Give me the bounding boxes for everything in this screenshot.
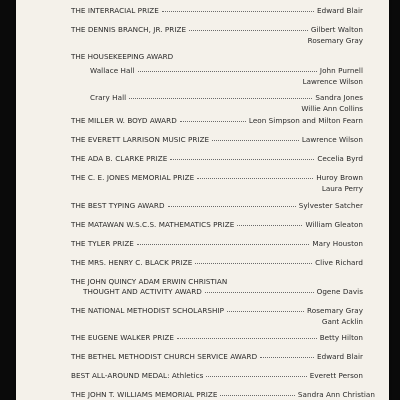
award-recipient: Lawrence Wilson: [301, 135, 363, 144]
award-name: THE JOHN T. WILLIAMS MEMORIAL PRIZE: [71, 390, 218, 399]
dot-leader: [195, 263, 312, 264]
dot-leader: [170, 159, 314, 160]
award-recipient: Edward Blair: [317, 352, 363, 361]
hall-name: Crary Hall: [90, 93, 127, 102]
award-heading: THE HOUSEKEEPING AWARD: [71, 52, 174, 61]
award-entry: [90, 67, 363, 75]
award-entry: [71, 26, 363, 34]
award-recipient-secondary: Gant Acklin: [321, 317, 363, 326]
award-heading: THE JOHN QUINCY ADAM ERWIN CHRISTIAN: [71, 277, 228, 286]
award-name: THOUGHT AND ACTIVITY AWARD: [83, 287, 202, 296]
award-entry: [71, 334, 363, 342]
award-entry: [83, 288, 363, 296]
award-recipient: Rosemary Gray: [307, 306, 363, 315]
award-name: THE C. E. JONES MEMORIAL PRIZE: [71, 173, 195, 182]
award-name: THE MATAWAN W.S.C.S. MATHEMATICS PRIZE: [71, 220, 235, 229]
award-recipient: John Purnell: [319, 66, 363, 75]
award-name: THE TYLER PRIZE: [71, 239, 134, 248]
award-recipient-secondary: Lawrence Wilson: [302, 77, 363, 86]
award-recipient: Sylvester Satcher: [298, 201, 363, 210]
award-recipient: William Gleaton: [305, 220, 363, 229]
award-recipient: Edward Blair: [317, 6, 363, 15]
award-recipient-secondary: Laura Perry: [321, 184, 363, 193]
program-page: [16, 0, 389, 400]
award-name: THE INTERRACIAL PRIZE: [71, 6, 159, 15]
award-name: THE EVERETT LARRISON MUSIC PRIZE: [71, 135, 210, 144]
dot-leader: [168, 206, 296, 207]
award-name: BEST ALL-AROUND MEDAL: Athletics: [71, 371, 204, 380]
award-name: THE MRS. HENRY C. BLACK PRIZE: [71, 258, 193, 267]
award-entry: [71, 174, 363, 182]
award-recipient: Gilbert Walton: [310, 25, 363, 34]
dot-leader: [206, 376, 306, 377]
award-entry: [90, 94, 363, 102]
dot-leader: [197, 178, 313, 179]
award-entry: [71, 202, 363, 210]
dot-leader: [212, 140, 299, 141]
award-recipient: Sandra Ann Christian: [297, 390, 375, 399]
award-entry: [71, 221, 363, 229]
dot-leader: [227, 311, 304, 312]
dot-leader: [189, 30, 308, 31]
award-recipient: Everett Person: [309, 371, 363, 380]
award-entry: [71, 7, 363, 15]
award-name: THE MILLER W. BOYD AWARD: [71, 116, 177, 125]
dot-leader: [205, 292, 314, 293]
award-entry: [71, 259, 363, 267]
award-entry: [71, 353, 363, 361]
award-entry: [71, 391, 375, 399]
hall-name: Wallace Hall: [90, 66, 135, 75]
award-name: THE ADA B. CLARKE PRIZE: [71, 154, 168, 163]
dot-leader: [137, 244, 310, 245]
award-recipient-secondary: Rosemary Gray: [307, 36, 363, 45]
award-name: THE DENNIS BRANCH, JR. PRIZE: [71, 25, 187, 34]
award-entry: [71, 136, 363, 144]
dot-leader: [180, 121, 246, 122]
award-entry: [71, 372, 363, 380]
dot-leader: [162, 11, 314, 12]
award-name: THE BEST TYPING AWARD: [71, 201, 165, 210]
dot-leader: [237, 225, 302, 226]
award-recipient: Sandra Jones: [315, 93, 363, 102]
award-recipient: Ogene Davis: [316, 287, 363, 296]
dot-leader: [260, 357, 314, 358]
award-entry: [71, 240, 363, 248]
award-name: THE EUGENE WALKER PRIZE: [71, 333, 174, 342]
dot-leader: [138, 71, 317, 72]
dot-leader: [129, 98, 312, 99]
award-recipient: Leon Simpson and Milton Fearn: [248, 116, 363, 125]
award-recipient: Mary Houston: [312, 239, 363, 248]
dot-leader: [220, 395, 294, 396]
award-entry: [71, 307, 363, 315]
award-recipient: Betty Hilton: [319, 333, 363, 342]
award-name: THE BETHEL METHODIST CHURCH SERVICE AWARD: [71, 352, 258, 361]
award-recipient-secondary: Willie Ann Collins: [301, 104, 363, 113]
award-recipient: Cecelia Byrd: [317, 154, 363, 163]
award-entry: [71, 117, 363, 125]
award-recipient: Huroy Brown: [316, 173, 363, 182]
award-name: THE NATIONAL METHODIST SCHOLARSHIP: [71, 306, 225, 315]
award-entry: [71, 155, 363, 163]
dot-leader: [177, 338, 317, 339]
award-recipient: Clive Richard: [315, 258, 363, 267]
